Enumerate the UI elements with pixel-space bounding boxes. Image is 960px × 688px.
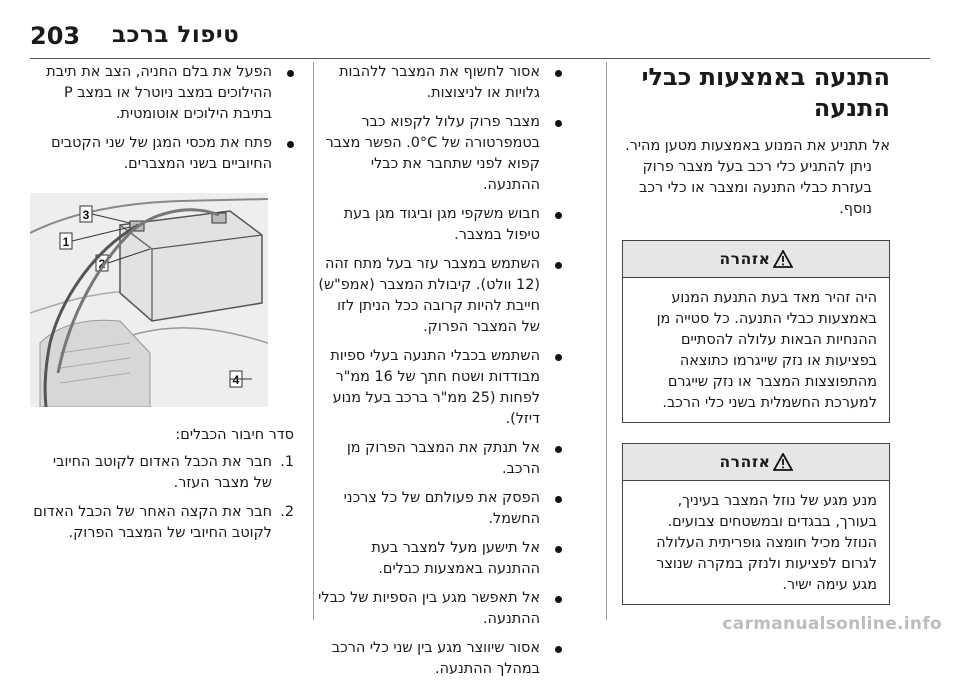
- right-column: [622, 62, 890, 605]
- intro-paragraph: אל תתניע את המנוע באמצעות מטען מהיר.: [625, 138, 890, 154]
- middle-column: [318, 62, 562, 688]
- list-item: חבוש משקפי מגן וביגוד מגן בעת טיפול במצבר.: [318, 204, 562, 246]
- warning-box-acid: [622, 443, 890, 605]
- list-item: אסור לחשוף את המצבר ללהבות גלויות או לניצוצות.: [318, 62, 562, 104]
- column-divider-left: [313, 62, 314, 620]
- callout-1: 1: [62, 235, 70, 249]
- left-column: [30, 62, 294, 552]
- warning-triangle-icon: [773, 250, 793, 268]
- connection-steps: [30, 452, 294, 544]
- list-item: הפסק את פעולתם של כל צרכני החשמל.: [318, 488, 562, 530]
- step-number: 1.: [280, 454, 294, 470]
- chapter-title: טיפול ברכב: [112, 22, 240, 48]
- page-header: [30, 22, 930, 56]
- preparation-list: [30, 62, 294, 175]
- watermark: carmanualsonline.info: [722, 614, 942, 634]
- list-item: פתח את מכסי המגן של שני הקטבים החיוביים בשני המצברים.: [30, 133, 294, 175]
- column-divider-right: [606, 62, 607, 620]
- list-item: השתמש בכבלי התנעה בעלי ספיות מבודדות ושטח חתך של 16 ממ"ר לפחות (25 ממ"ר ברכב בעל מנוע דיזל).: [318, 346, 562, 430]
- callout-2: 2: [98, 257, 106, 271]
- list-item: 1. חבר את הכבל האדום לקוטב החיובי של מצבר העזר.: [52, 454, 294, 491]
- warning-header: [623, 241, 889, 278]
- precautions-list: [318, 62, 562, 680]
- bullet-icon: [555, 596, 562, 603]
- header-rule: [30, 58, 930, 59]
- warning-label: אזהרה: [719, 452, 771, 471]
- callout-4: 4: [232, 373, 240, 387]
- engine-bay-drawing: [30, 193, 268, 407]
- bullet-icon: [555, 496, 562, 503]
- bullet-icon: [555, 120, 562, 127]
- list-item: 2. חבר את הקצה האחר של הכבל האדום לקוטב החיובי של המצבר הפרוק.: [33, 504, 294, 541]
- bullet-icon: [555, 546, 562, 553]
- bullet-icon: [555, 262, 562, 269]
- warning-triangle-icon: [773, 453, 793, 471]
- warning-text: היה זהיר מאד בעת התנעת המנוע באמצעות כבלי התנעה. כל סטייה מן ההנחיות הבאות עלולה להסתיים בפציעות או נזק שייגרמו כתוצאה מהתפוצצות המצבר או נזק שייגרם למערכת החשמלית בשני כלי הרכב.: [656, 290, 877, 411]
- bullet-icon: [555, 446, 562, 453]
- bullet-icon: [287, 70, 294, 77]
- section-title: התנעה באמצעות כבלי התנעה: [641, 63, 890, 122]
- bullet-icon: [555, 212, 562, 219]
- bullet-icon: [555, 70, 562, 77]
- list-item: השתמש במצבר עזר בעל מתח זהה (12 וולט). קיבולת המצבר (אמפ"ש) חייבת להיות קרובה ככל הניתן לזו של המצבר הפרוק.: [318, 254, 562, 338]
- bullet-icon: [555, 354, 562, 361]
- list-item: אל תישען מעל למצבר בעת ההתנעה באמצעות כבלים.: [318, 538, 562, 580]
- warning-label: אזהרה: [719, 249, 771, 268]
- list-item: אל תנתק את המצבר הפרוק מן הרכב.: [318, 438, 562, 480]
- warning-header: [623, 444, 889, 481]
- connection-order-title: סדר חיבור הכבלים:: [175, 427, 294, 443]
- warning-box-explosion: [622, 240, 890, 423]
- list-item: הפעל את בלם החניה, הצב את תיבת ההילוכים במצב ניוטרל או במצב P בתיבת הילוכים אוטומטית.: [30, 62, 294, 125]
- page-number: 203: [30, 22, 81, 50]
- step-number: 2.: [280, 504, 294, 520]
- list-item: מצבר פרוק עלול לקפוא כבר בטמפרטורה של 0°C. הפשר מצבר קפוא לפני שתחבר את כבלי ההתנעה.: [318, 112, 562, 196]
- callout-3: 3: [82, 208, 90, 222]
- intro-paragraph-2: ניתן להתניע כלי רכב בעל מצבר פרוק בעזרת כבלי התנעה ומצבר או כלי רכב נוסף.: [639, 159, 872, 217]
- list-item: אל תאפשר מגע בין הספיות של כבלי ההתנעה.: [318, 588, 562, 630]
- warning-text: מנע מגע של נוזל המצבר בעיניך, בעורך, בבגדים ובמשטחים צבועים. הנוזל מכיל חומצה גופריתית העלולה לגרום לפציעות ולנזק במקרה שנוצר מגע עימה ישיר.: [656, 493, 877, 593]
- list-item: אסור שיווצר מגע בין שני כלי הרכב במהלך ההתנעה.: [318, 638, 562, 680]
- bullet-icon: [287, 141, 294, 148]
- bullet-icon: [555, 646, 562, 653]
- engine-bay-illustration: [30, 193, 268, 407]
